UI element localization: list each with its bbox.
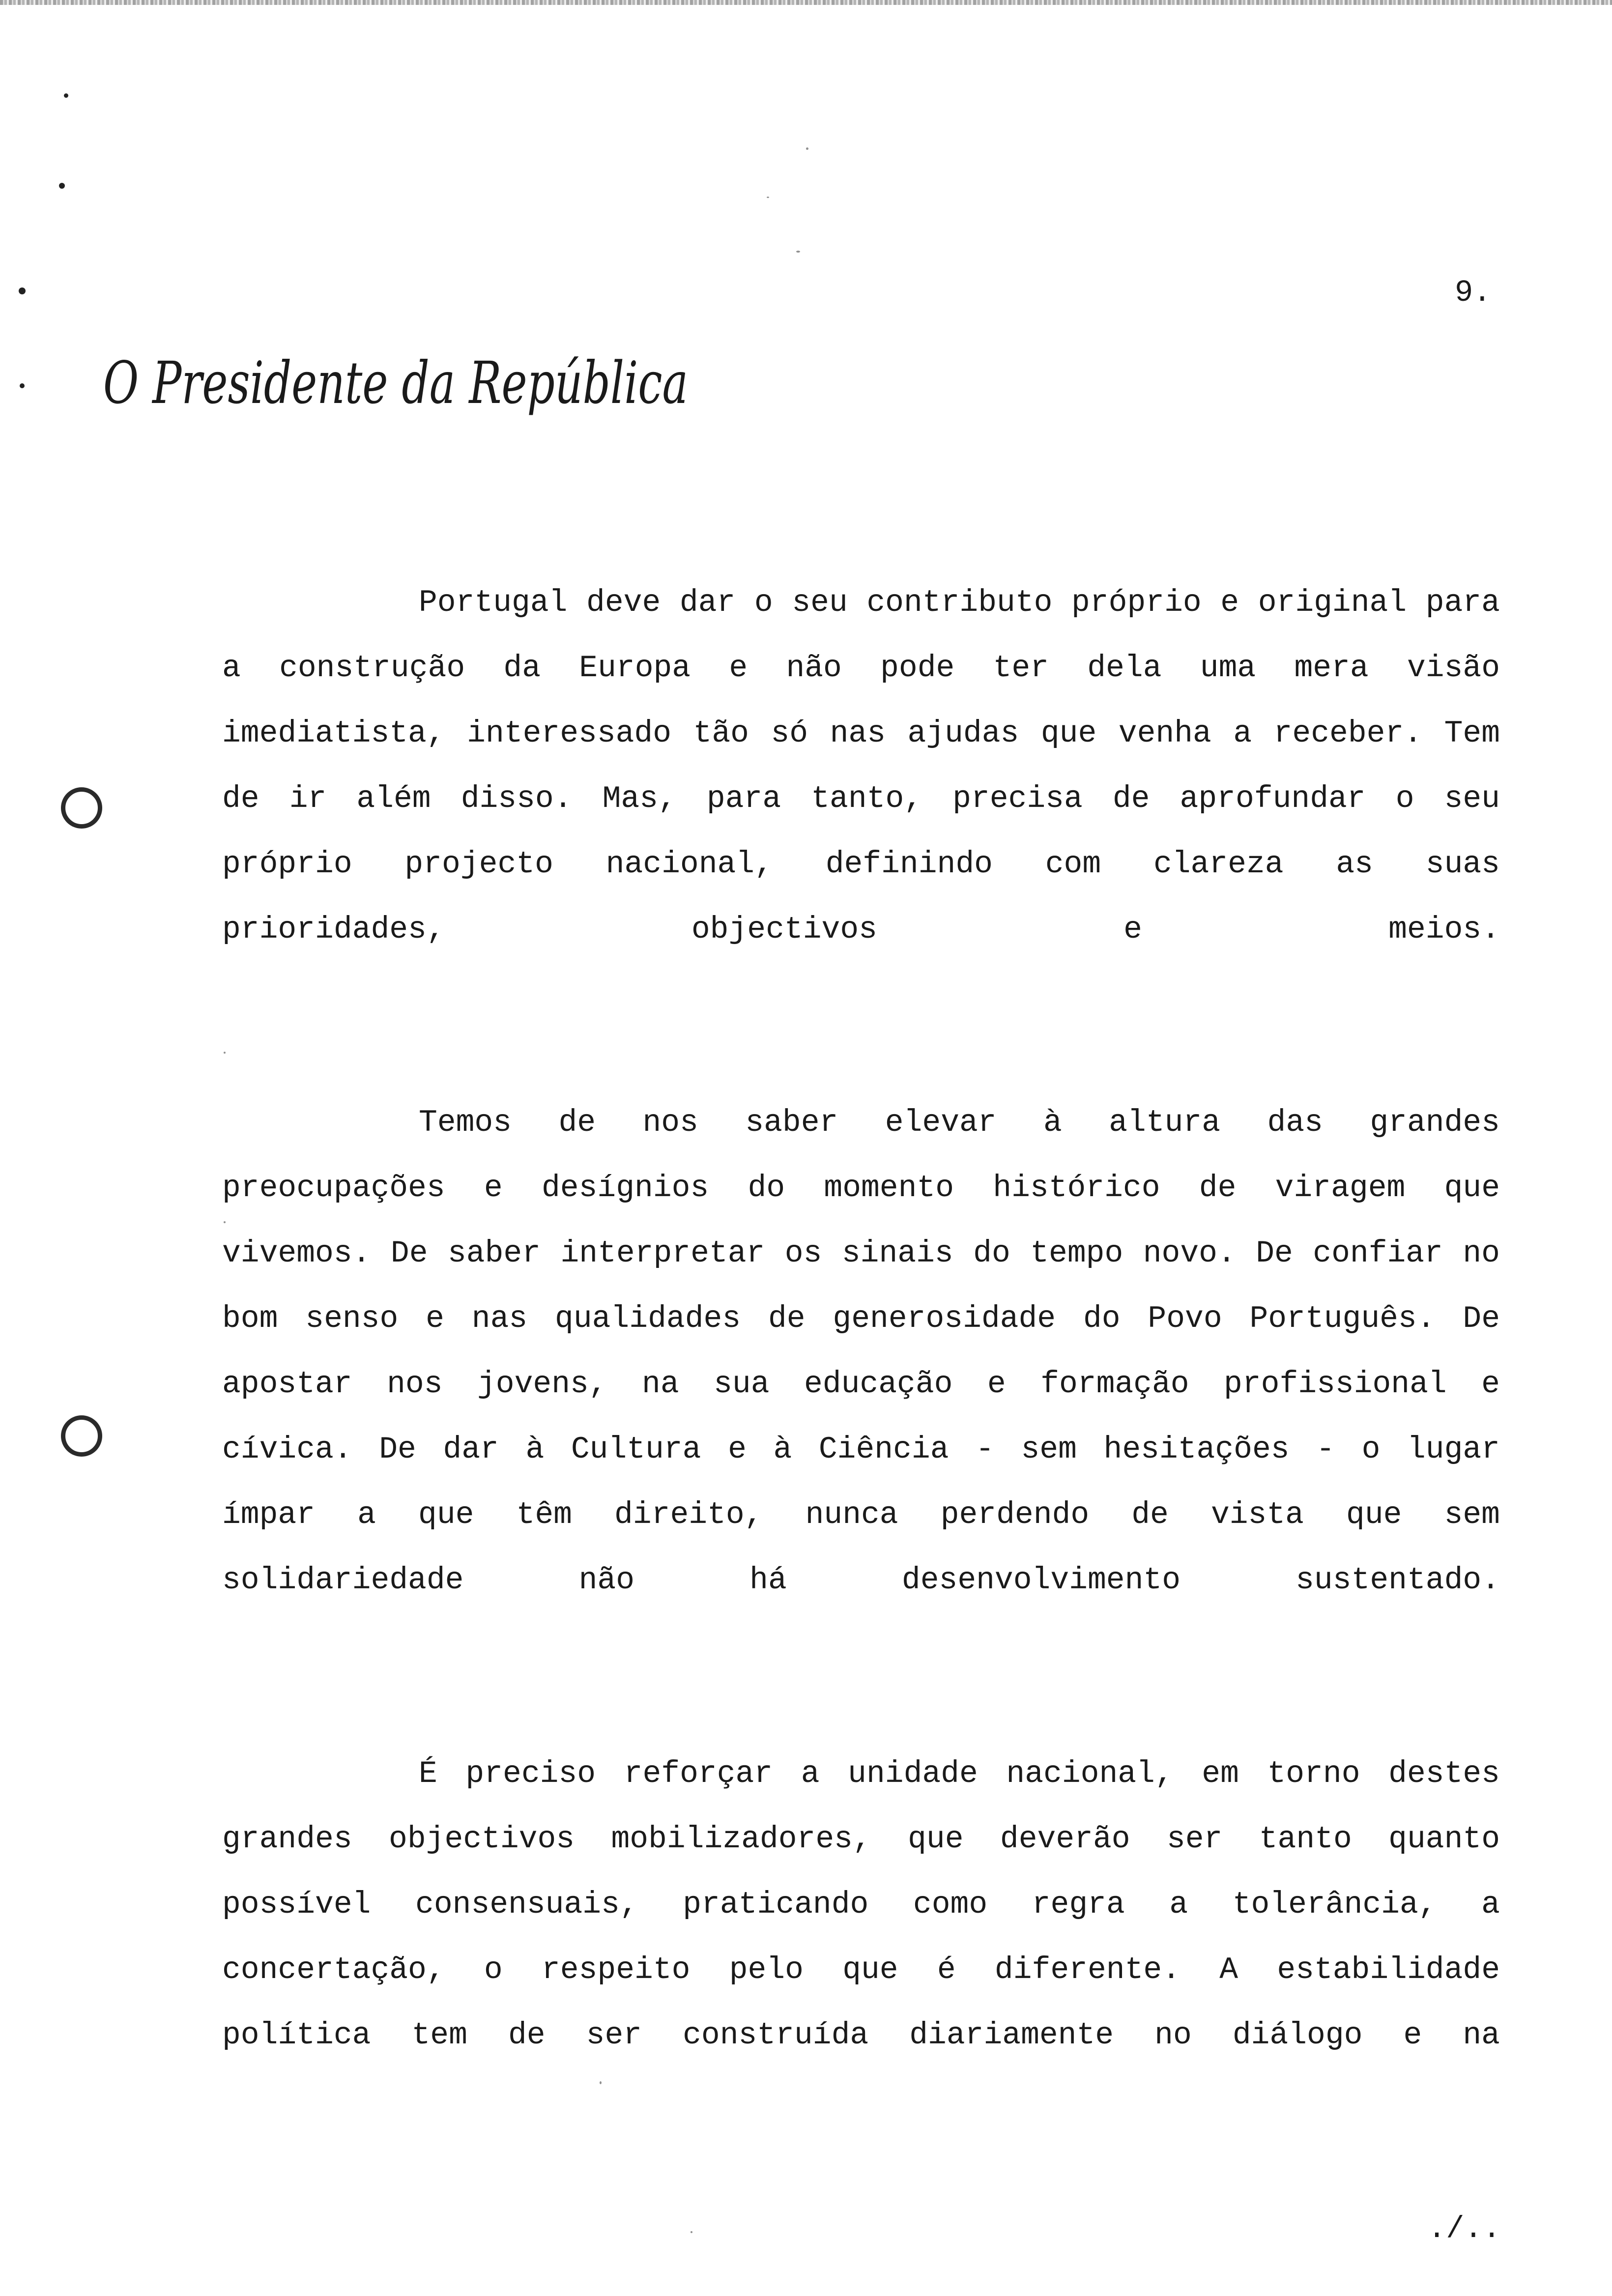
punch-hole-lower — [61, 1415, 102, 1457]
scan-speck — [806, 147, 808, 150]
letterhead-script — [98, 339, 698, 437]
scan-edge — [0, 0, 1612, 5]
scan-speck — [691, 2231, 692, 2233]
scan-speck — [224, 1052, 226, 1054]
continuation-mark: ./.. — [1428, 2211, 1501, 2246]
letterhead — [98, 339, 698, 437]
paragraph-3 — [222, 1741, 1500, 2133]
paragraph-3-text: É preciso reforçar a unidade nacional, em torno destes grandes objectivos mobilizadores, que deverão ser tanto quanto possível consensuais, praticando como regra a tolerância, a concertação, o respeito pelo que é diferente. A estabilidade política tem de ser construída diariamente no diálogo e na — [222, 1756, 1500, 2053]
paragraph-1-text: Portugal deve dar o seu contributo próprio e original para a construção da Europa e não pode ter dela uma mera visão imediatista, interessado tão só nas ajudas que venha a receber. Tem de ir além disso. Mas, para tanto, precisa de aprofundar o seu próprio projecto nacional, definindo com clareza as suas prioridades, objectivos e meios. — [222, 585, 1500, 947]
scan-speck — [20, 383, 25, 388]
scan-speck — [767, 197, 769, 198]
paragraph-1 — [222, 570, 1500, 1028]
page-number: 9. — [1455, 275, 1492, 310]
scan-speck — [59, 183, 65, 189]
paragraph-2-text: Temos de nos saber elevar à altura das grandes preocupações e desígnios do momento histórico de viragem que vivemos. De saber interpretar os sinais do tempo novo. De confiar no bom senso e nas qualidades de generosidade do Povo Português. De apostar nos jovens, na sua educação e formação profissional e cívica. De dar à Cultura e à Ciência - sem hesitações - o lugar ímpar a que têm direito, nunca perdendo de vista que sem solidariedade não há desenvolvimento sustentado. — [222, 1105, 1500, 1598]
svg-text:O Presidente da República: O Presidente da República — [103, 349, 688, 417]
scan-speck — [64, 93, 68, 98]
paragraph-2 — [222, 1090, 1500, 1678]
scan-speck — [19, 287, 26, 294]
scan-speck — [796, 251, 800, 253]
punch-hole-upper — [61, 787, 102, 829]
